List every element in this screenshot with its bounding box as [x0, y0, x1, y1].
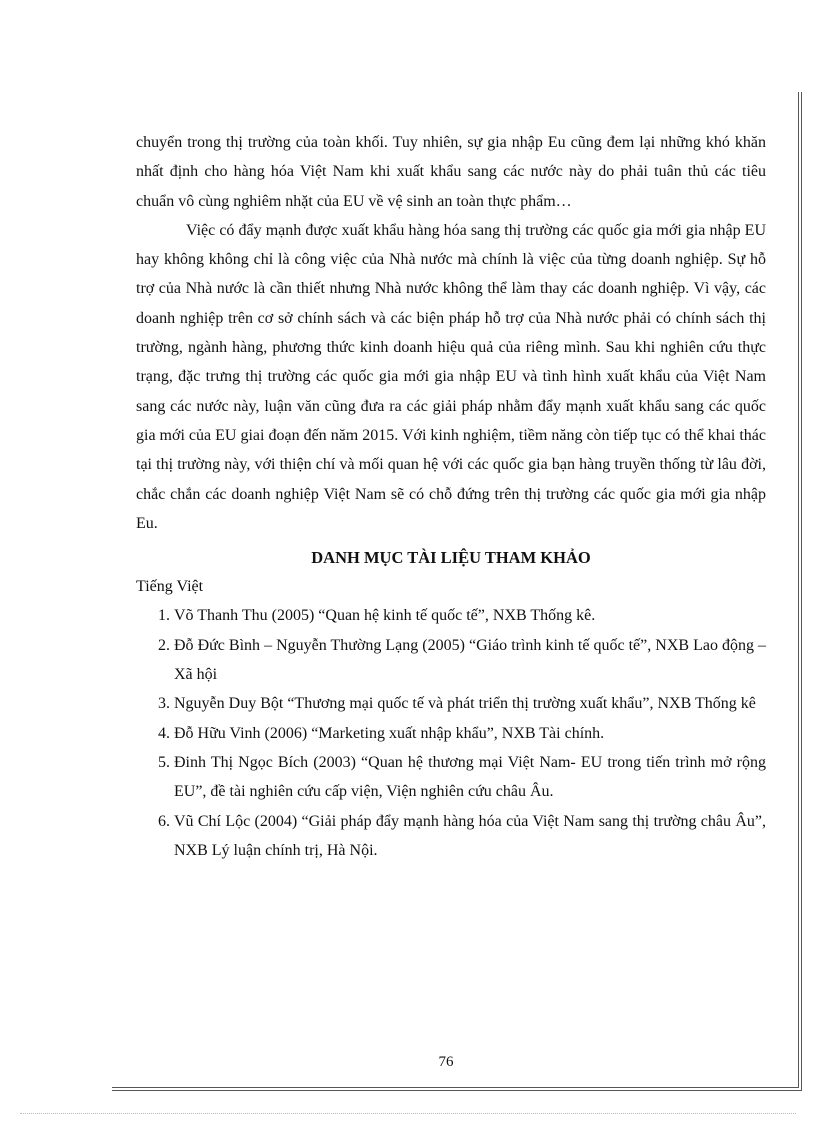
reference-text: Đinh Thị Ngọc Bích (2003) “Quan hệ thương mại Việt Nam- EU trong tiến trình mở rộng EU”, đề tài nghiên cứu cấp viện, Viện nghiên cứu châu Âu. [174, 753, 766, 801]
references-subheading: Tiếng Việt [136, 578, 204, 596]
reference-text: Đỗ Hữu Vinh (2006) “Marketing xuất nhập khẩu”, NXB Tài chính. [174, 724, 605, 742]
body-paragraph: Việc có đẩy mạnh được xuất khẩu hàng hóa sang thị trường các quốc gia mới gia nhập EU hay không không chỉ là công việc của Nhà nước mà chính là việc của từng doanh nghiệp. Sự hỗ trợ của Nhà nước là cần thiết nhưng Nhà nước không thể làm thay các doanh nghiệp. Vì vậy, các doanh nghiệp trên cơ sở chính sách và các biện pháp hỗ trợ của Nhà nước phải có chính sách thị trường, ngành hàng, phương thức kinh doanh hiệu quả của riêng mình. Sau khi nghiên cứu thực trạng, đặc trưng thị trường các quốc gia mới gia nhập EU và tình hình xuất khẩu của Việt Nam sang các nước này, luận văn cũng đưa ra các giải pháp nhằm đẩy mạnh xuất khẩu sang các quốc gia mới của EU giai đoạn đến năm 2015. Với kinh nghiệm, tiềm năng còn tiếp tục có thể khai thác tại thị trường này, với thiện chí và mối quan hệ với các quốc gia bạn hàng truyền thống từ lâu đời, chắc chắn các doanh nghiệp Việt Nam sẽ có chỗ đứng trên thị trường các quốc gia mới gia nhập Eu. [136, 221, 766, 532]
reference-number: 4. [158, 724, 170, 742]
reference-text: Võ Thanh Thu (2005) “Quan hệ kinh tế quốc tế”, NXB Thống kê. [174, 607, 596, 625]
reference-number: 3. [158, 695, 170, 713]
body-paragraph: chuyển trong thị trường của toàn khối. Tuy nhiên, sự gia nhập Eu cũng đem lại những khó khăn nhất định cho hàng hóa Việt Nam khi xuất khẩu sang các nước này do phải tuân thủ các tiêu chuẩn vô cùng nghiêm nhặt của EU về vệ sinh an toàn thực phẩm… [136, 134, 766, 210]
reference-text: Đỗ Đức Bình – Nguyễn Thường Lạng (2005) “Giáo trình kinh tế quốc tế”, NXB Lao động – Xã hội [174, 636, 766, 684]
footer-divider [20, 1113, 796, 1114]
reference-list [136, 601, 766, 865]
reference-number: 5. [158, 753, 170, 771]
references-title: DANH MỤC TÀI LIỆU THAM KHẢO [311, 548, 591, 568]
reference-text: Vũ Chí Lộc (2004) “Giải pháp đẩy mạnh hàng hóa của Việt Nam sang thị trường châu Âu”, NXB Lý luận chính trị, Hà Nội. [174, 812, 766, 859]
reference-item [136, 807, 766, 866]
page-number: 76 [438, 1054, 454, 1070]
reference-item [136, 689, 766, 718]
reference-number: 6. [158, 812, 170, 830]
reference-number: 2. [158, 636, 170, 654]
reference-item [136, 631, 766, 690]
reference-item [136, 601, 766, 630]
reference-number: 1. [158, 607, 170, 625]
reference-text: Nguyễn Duy Bột “Thương mại quốc tế và phát triển thị trường xuất khẩu”, NXB Thống kê [174, 695, 756, 713]
reference-item [136, 719, 766, 748]
document-body [136, 128, 766, 865]
reference-item [136, 748, 766, 807]
